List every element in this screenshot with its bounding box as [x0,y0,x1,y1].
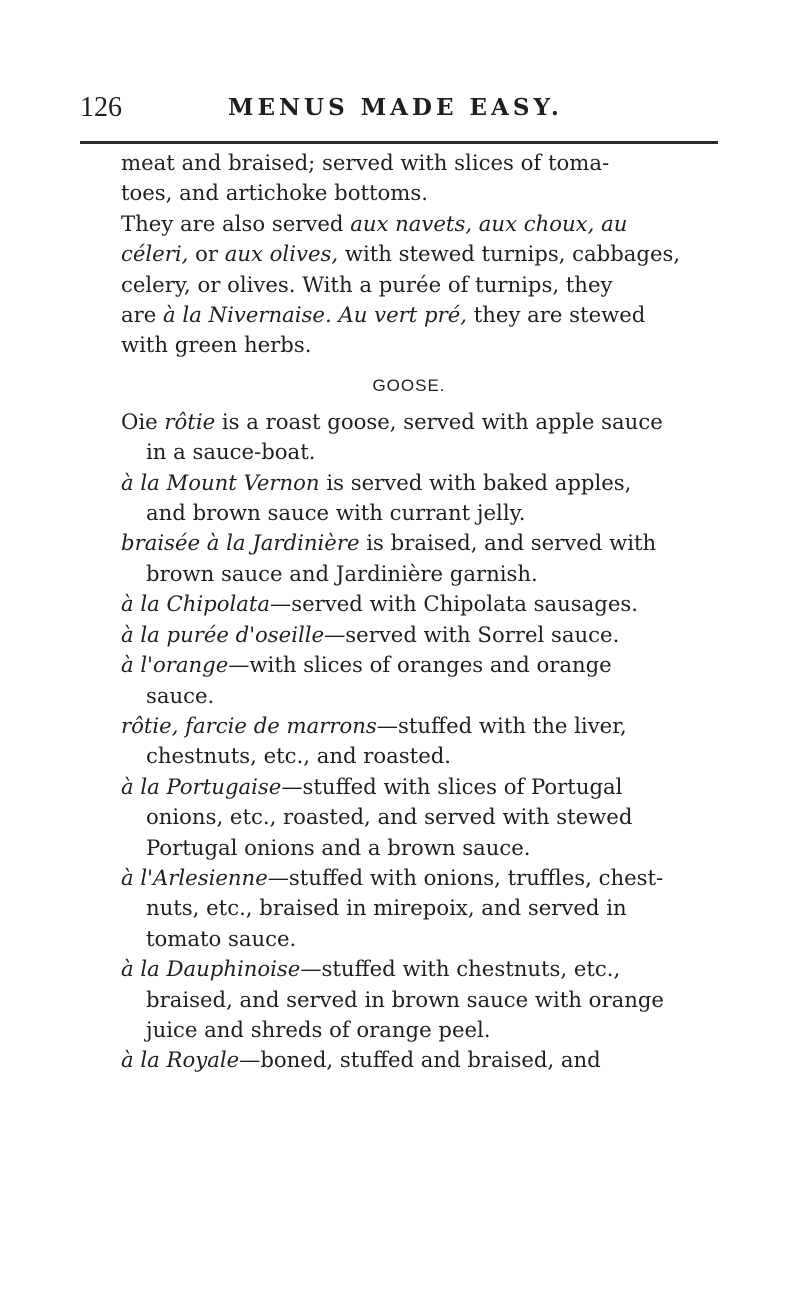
text-run: —stuffed with the liver, [376,712,627,738]
text-run: meat and braised; served with slices of toma- [121,150,610,175]
italic-term: rôtie [164,408,216,434]
italic-term: à la Nivernaise. [163,302,332,328]
text-run: Portugal onions and a brown sauce. [146,834,531,860]
text-run: —served with Sorrel sauce. [324,621,620,647]
list-item [121,711,721,772]
body-text [121,148,721,1076]
italic-term: à l'orange [121,652,229,678]
text-line [121,407,721,437]
text-line [121,650,721,680]
text-run: is a roast goose, served with apple sauce [215,408,663,434]
text-line [121,924,721,954]
text-line [121,1015,721,1045]
text-run: —with slices of oranges and orange [228,652,612,678]
text-run: —stuffed with onions, truffles, chest- [267,864,664,890]
text-run: juice and shreds of orange peel. [146,1016,491,1042]
text-run: —stuffed with chestnuts, etc., [300,956,621,982]
text-line [121,148,721,178]
text-run: is served with baked apples, [319,469,632,495]
italic-term: à la Portugaise [121,773,282,799]
italic-term: braisée à la Jardinière [121,530,360,556]
text-line [121,437,721,467]
text-line [121,1045,721,1075]
goose-entries-list [121,407,721,1076]
text-line [121,498,721,528]
list-item [121,620,721,650]
text-line [121,772,721,802]
list-item [121,468,721,529]
text-run: onions, etc., roasted, and served with stewed [146,804,633,830]
text-run: and brown sauce with currant jelly. [146,500,526,526]
text-run: Oie [121,408,165,434]
header-rule [80,141,718,144]
text-line [121,270,721,300]
text-line [121,711,721,741]
text-line [121,468,721,498]
text-run: or [188,241,225,267]
list-item [121,650,721,711]
running-title: MENUS MADE EASY. [228,94,563,121]
text-run: —served with Chipolata sausages. [270,591,638,617]
text-run: celery, or olives. With a purée of turnips, they [121,271,613,297]
text-run: brown sauce and Jardinière garnish. [146,560,538,586]
list-item [121,528,721,589]
section-heading: GOOSE. [372,375,446,395]
text-run: They are also served [121,210,351,236]
text-line [121,209,721,239]
text-run: they are stewed [467,302,646,328]
text-line [121,178,721,208]
page-number: 126 [80,92,122,123]
text-run: is braised, and served with [359,530,657,556]
italic-term: Au vert pré, [338,302,468,328]
text-line [121,330,721,360]
italic-term: rôtie, farcie de marrons [121,712,377,738]
list-item [121,863,721,954]
italic-term: à la Royale [121,1047,240,1073]
text-run: —stuffed with slices of Portugal [281,773,623,799]
italic-term: à la Chipolata [121,591,271,617]
text-line [121,239,721,269]
text-line [121,741,721,771]
list-item [121,407,721,468]
text-run: sauce. [146,682,215,708]
text-line [121,833,721,863]
text-run: nuts, etc., braised in mirepoix, and served in [146,895,627,921]
text-line [121,985,721,1015]
text-run: in a sauce-boat. [146,439,316,465]
italic-term: à l'Arlesienne [121,864,268,890]
text-run: tomato sauce. [146,925,297,951]
text-run: toes, and artichoke bottoms. [121,180,428,206]
text-line [121,802,721,832]
text-run: chestnuts, etc., and roasted. [146,743,452,769]
text-line [121,954,721,984]
text-line [121,559,721,589]
italic-term: à la Dauphinoise [121,956,301,982]
text-line [121,620,721,650]
italic-term: aux olives, [224,241,339,267]
italic-term: céleri, [121,241,189,267]
text-line [121,300,721,330]
italic-term: à la purée d'oseille [121,621,325,647]
text-line [121,528,721,558]
text-line [121,589,721,619]
text-run: are [121,302,164,328]
text-run: with stewed turnips, cabbages, [338,241,681,267]
page-header [80,92,720,126]
list-item [121,589,721,619]
italic-term: à la Mount Vernon [121,469,320,495]
list-item [121,772,721,863]
italic-term: aux navets, aux choux, au [350,210,628,236]
text-line [121,863,721,893]
list-item [121,954,721,1045]
text-line [121,893,721,923]
text-run: with green herbs. [121,332,312,358]
list-item [121,1045,721,1075]
intro-paragraph [121,148,721,361]
text-line [121,681,721,711]
text-run: braised, and served in brown sauce with orange [146,986,664,1012]
text-run: —boned, stuffed and braised, and [239,1047,601,1073]
